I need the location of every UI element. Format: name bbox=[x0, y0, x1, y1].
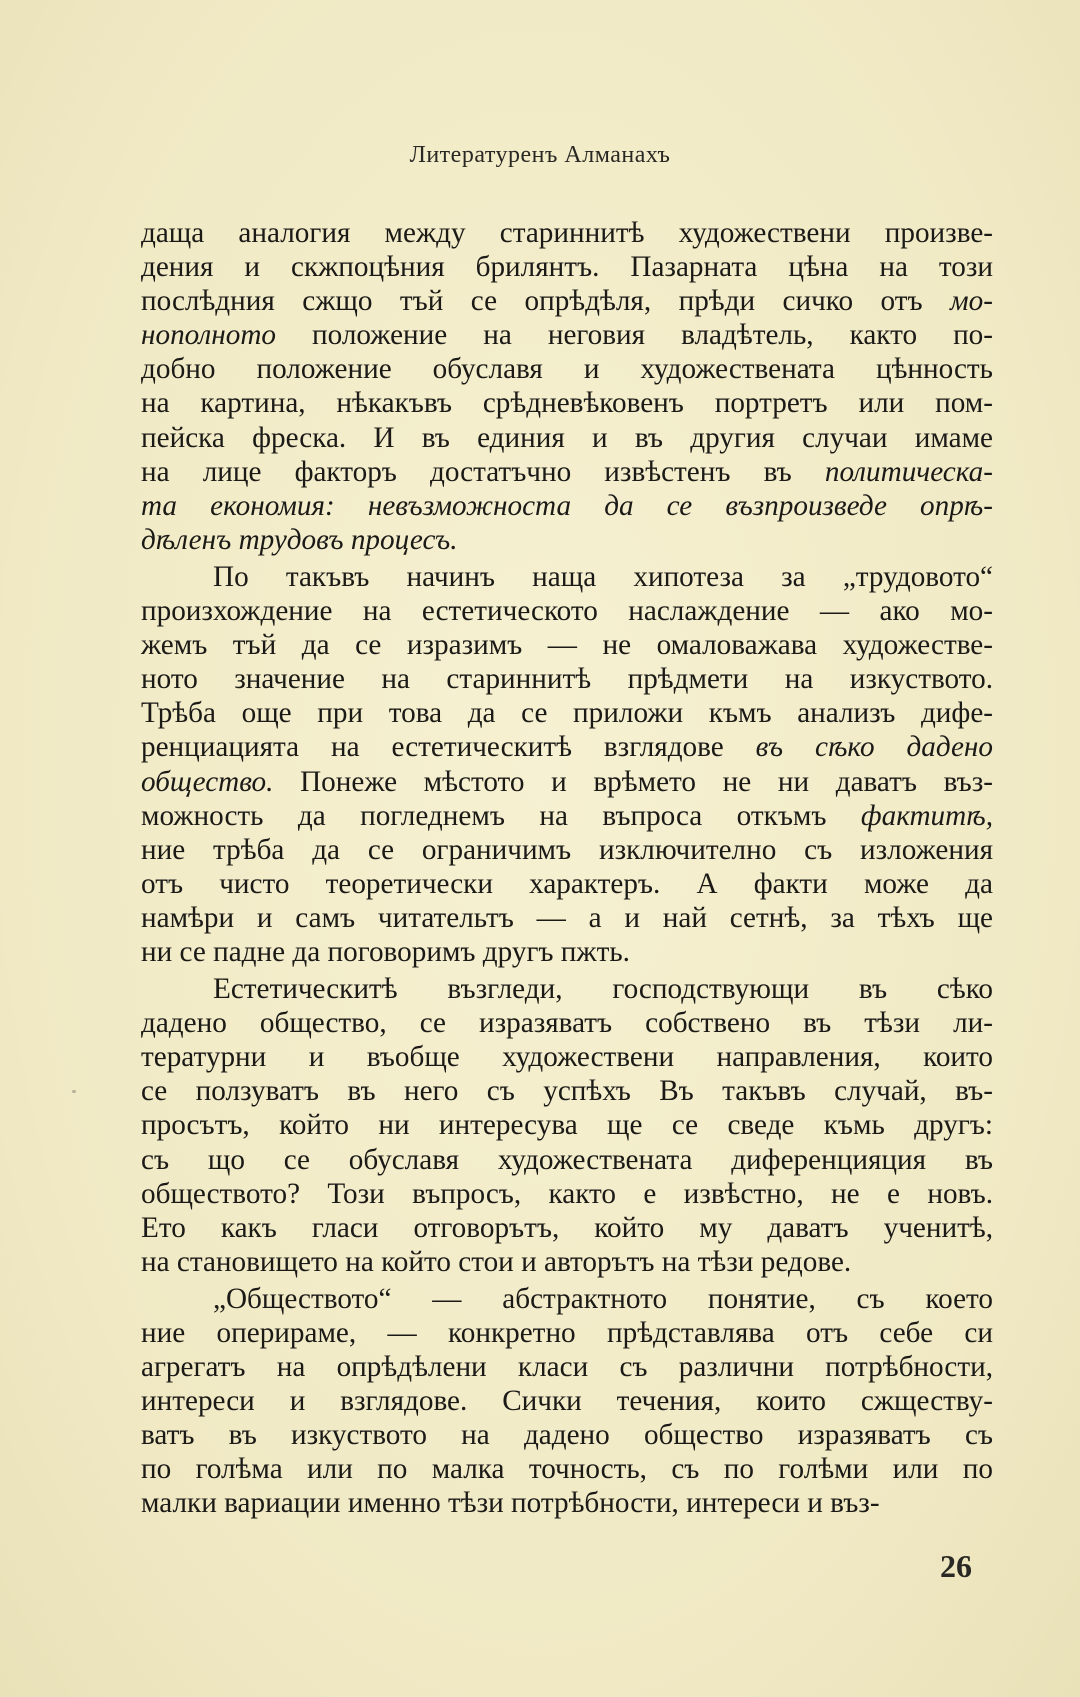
text-segment: тературни и въобще художествени направления, които bbox=[141, 1041, 993, 1074]
text-line bbox=[141, 1350, 993, 1384]
text-segment: на становището на който стои и авторътъ на тѣзи редове. bbox=[141, 1245, 852, 1278]
text-line bbox=[141, 523, 993, 557]
text-segment: малки вариации именно тѣзи потрѣбности, интереси и въз- bbox=[141, 1487, 880, 1520]
text-segment: на лице факторъ достатъчно извѣстенъ въ bbox=[141, 455, 825, 488]
text-line bbox=[141, 455, 993, 489]
text-segment: „Обществото“ — абстрактното понятие, съ което bbox=[213, 1282, 993, 1315]
text-line bbox=[141, 560, 993, 594]
text-line bbox=[141, 284, 993, 318]
italic-text-segment: дѣленъ трудовъ процесъ. bbox=[141, 523, 458, 556]
text-segment: ренциацията на естетическитѣ взглядове bbox=[141, 731, 756, 764]
italic-text-segment: общество. bbox=[141, 765, 274, 798]
text-segment: ното значение на стариннитѣ прѣдмети на изкуството. bbox=[141, 663, 993, 696]
text-line bbox=[141, 628, 993, 662]
text-segment: интереси и взглядове. Сички течения, които сжществу- bbox=[141, 1385, 993, 1418]
text-line bbox=[141, 386, 993, 420]
running-header: Литературенъ Алманахъ bbox=[409, 142, 671, 168]
text-segment: по голѣма или по малка точность, съ по голѣми или по bbox=[141, 1453, 993, 1486]
italic-text-segment: фактитѣ, bbox=[860, 799, 993, 832]
text-line bbox=[141, 352, 993, 386]
text-segment: се ползуватъ въ него съ успѣхъ Въ такъвъ случай, въ- bbox=[141, 1075, 993, 1108]
text-line bbox=[141, 972, 993, 1006]
text-segment: дадено общество, се изразяватъ собствено въ тѣзи ли- bbox=[141, 1007, 993, 1040]
text-segment: жемъ тъй да се изразимъ — не омаловажава художестве- bbox=[141, 629, 993, 662]
text-segment: съ що се обуславя художествената диференцияция въ bbox=[141, 1143, 993, 1176]
text-segment: ватъ въ изкуството на дадено общество изразяватъ съ bbox=[141, 1419, 993, 1452]
text-segment: ни се падне да поговоримъ другъ пжть. bbox=[141, 935, 630, 968]
paper-speck bbox=[72, 1090, 76, 1093]
paragraph bbox=[141, 972, 993, 1279]
text-segment: пейска фреска. И въ единия и въ другия случаи имаме bbox=[141, 421, 993, 454]
text-segment: обществото? Този въпросъ, както е извѣстно, не е новъ. bbox=[141, 1177, 993, 1210]
text-line bbox=[141, 1108, 993, 1142]
text-segment: ние оперираме, — конкретно прѣдставлява отъ себе си bbox=[141, 1317, 993, 1349]
text-line bbox=[141, 833, 993, 867]
text-line bbox=[141, 696, 993, 730]
text-segment: добно положение обуславя и художествената цѣнность bbox=[141, 353, 993, 386]
italic-text-segment: нополното bbox=[141, 319, 277, 352]
text-segment: даща аналогия между стариннитѣ художествени произве- bbox=[141, 217, 993, 249]
text-segment: произхождение на естетическото наслаждение — ако мо- bbox=[141, 595, 993, 628]
text-line bbox=[141, 1211, 993, 1245]
page-number: 26 bbox=[940, 1548, 972, 1584]
text-line bbox=[141, 1282, 993, 1316]
text-line bbox=[141, 1006, 993, 1040]
text-segment: положение на неговия владѣтель, както по- bbox=[276, 319, 993, 352]
text-segment: агрегатъ на опрѣдѣлени класи съ различни потрѣбности, bbox=[141, 1351, 993, 1384]
text-line bbox=[141, 662, 993, 696]
text-line bbox=[141, 1452, 993, 1486]
text-line bbox=[141, 799, 993, 833]
italic-text-segment: въ сѣко дадено bbox=[755, 731, 993, 764]
paragraph bbox=[141, 1282, 993, 1521]
text-line bbox=[141, 1316, 993, 1350]
text-line bbox=[141, 901, 993, 935]
text-line bbox=[141, 1177, 993, 1211]
text-line bbox=[141, 594, 993, 628]
text-line bbox=[141, 1384, 993, 1418]
text-segment: можность да погледнемъ на въпроса откъмъ bbox=[141, 799, 861, 832]
italic-text-segment: та економия: невъзможноста да се възпроизведе опрѣ- bbox=[141, 489, 993, 522]
text-segment: послѣдния сжщо тъй се опрѣдѣля, прѣди сичко отъ bbox=[141, 285, 951, 318]
text-line bbox=[141, 867, 993, 901]
page-body-text bbox=[141, 216, 993, 1521]
text-segment: ние трѣба да се ограничимъ изключително съ изложения bbox=[141, 833, 993, 866]
text-segment: просътъ, който ни интересува ще се сведе къмь другъ: bbox=[141, 1109, 993, 1142]
text-segment: намѣри и самъ читательтъ — а и най сетнѣ, за тѣхъ ще bbox=[141, 901, 993, 934]
text-segment: Понеже мѣстото и врѣмето не ни даватъ въз- bbox=[273, 765, 993, 798]
italic-text-segment: политическа- bbox=[824, 455, 993, 488]
text-line bbox=[141, 216, 993, 250]
text-line bbox=[141, 1486, 993, 1520]
text-line bbox=[141, 489, 993, 523]
text-segment: дения и скжпоцѣния брилянтъ. Пазарната цѣна на този bbox=[141, 251, 993, 284]
text-segment: Ето какъ гласи отговорътъ, който му даватъ ученитѣ, bbox=[141, 1211, 993, 1244]
text-segment: на картина, нѣкакъвъ срѣдневѣковенъ портретъ или пом- bbox=[141, 387, 993, 420]
text-segment: Трѣба още при това да се приложи къмъ анализъ дифе- bbox=[141, 697, 993, 730]
text-segment: Естетическитѣ възгледи, господствующи въ сѣко bbox=[213, 973, 993, 1006]
text-line bbox=[141, 1074, 993, 1108]
text-line bbox=[141, 250, 993, 284]
text-line bbox=[141, 730, 993, 764]
text-segment: По такъвъ начинъ наща хипотеза за „трудовото“ bbox=[213, 560, 993, 593]
paragraph bbox=[141, 560, 993, 969]
text-line bbox=[141, 1245, 993, 1279]
text-line bbox=[141, 1143, 993, 1177]
text-segment: отъ чисто теоретически характеръ. А факти може да bbox=[141, 867, 993, 900]
text-line bbox=[141, 421, 993, 455]
text-line bbox=[141, 318, 993, 352]
text-line bbox=[141, 1418, 993, 1452]
italic-text-segment: мо- bbox=[950, 285, 993, 318]
paragraph bbox=[141, 216, 993, 557]
text-line bbox=[141, 1040, 993, 1074]
text-line bbox=[141, 935, 993, 969]
text-line bbox=[141, 765, 993, 799]
